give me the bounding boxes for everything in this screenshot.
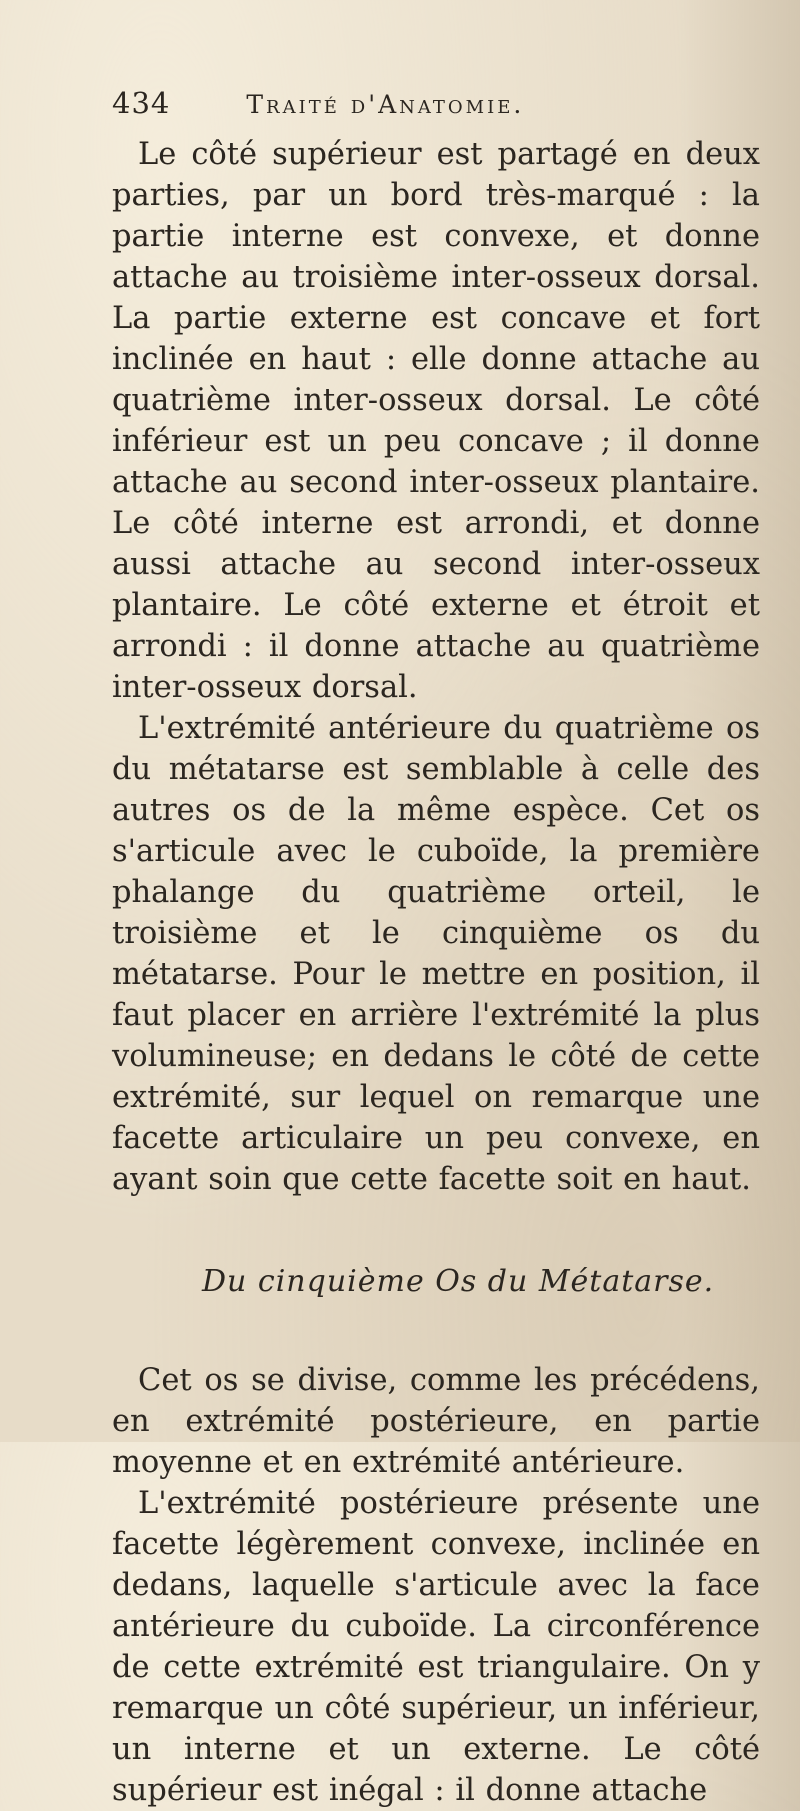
running-head [112,86,760,128]
paragraph-2: L'extrémité antérieure du quatrième os du métatarse est semblable à celle des autres os de la même espèce. Cet os s'articule avec le cuboïde, la première phalange du quatrième orteil, le troisième et le cinquième os du métatarse. Pour le mettre en position, il faut placer en arrière l'extrémité la plus volumineuse; en dedans le côté de cette extrémité, sur lequel on remarque une facette articulaire un peu convexe, en ayant soin que cette facette soit en haut. [112,711,760,1197]
page-number: 434 [112,86,171,120]
section-title: Du cinquième Os du Métatarse. [202,1264,715,1299]
paragraph-1: Le côté supérieur est partagé en deux parties, par un bord très-marqué : la partie interne est convexe, et donne attache au troisième inter-osseux dorsal. La partie externe est concave et fort inclinée en haut : elle donne attache au quatrième inter-osseux dorsal. Le côté inférieur est un peu concave ; il donne attache au second inter-osseux plantaire. Le côté interne est arrondi, et donne aussi attache au second inter-osseux plantaire. Le côté externe et étroit et arrondi : il donne attache au quatrième inter-osseux dorsal. [112,137,760,705]
running-title: Traité d'Anatomie. [246,90,525,119]
paragraph-3: Cet os se divise, comme les précédens, en extrémité postérieure, en partie moyenne et en extrémité antérieure. [112,1363,760,1480]
paragraph-4: L'extrémité postérieure présente une facette légèrement convexe, inclinée en dedans, laquelle s'articule avec la face antérieure du cuboïde. La circonférence de cette extrémité est triangulaire. On y remarque un côté supérieur, un inférieur, un interne et un externe. Le côté supérieur est inégal : il donne attache [112,1486,760,1808]
